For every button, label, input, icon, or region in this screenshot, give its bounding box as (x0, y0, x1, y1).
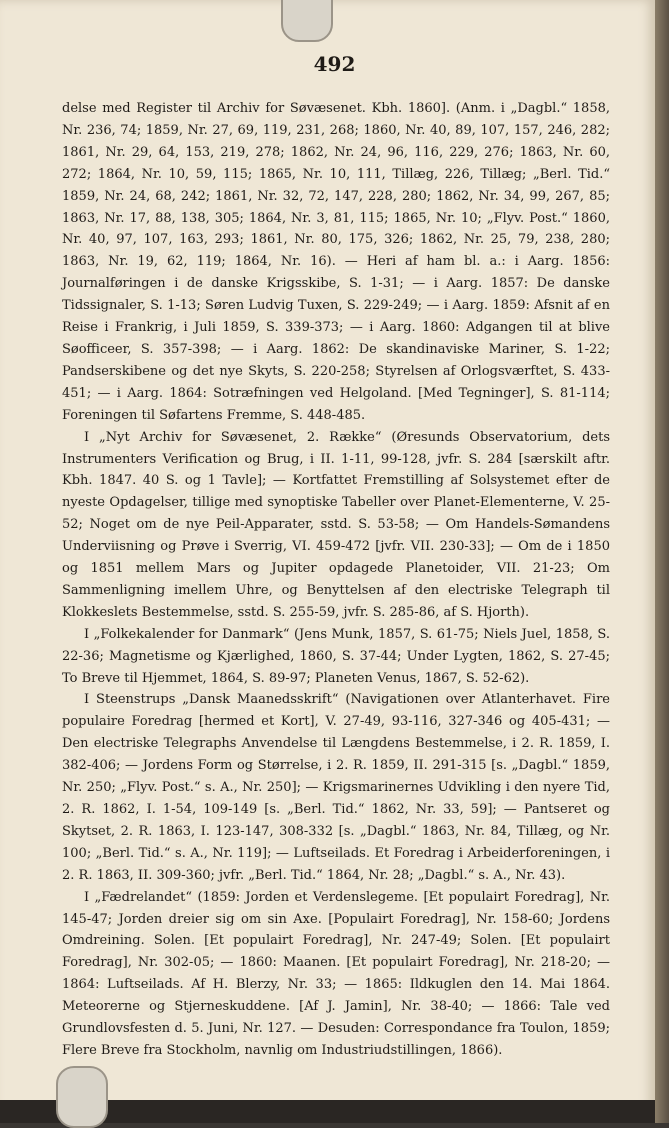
page-number: 492 (313, 52, 356, 76)
paragraph-maanedsskrift: I Steenstrups „Dansk Maanedsskrift“ (Navigationen over Atlanterhavet. Fire populaire Foredrag [hermed et Kort], V. 27-49, 93-116, 327-346 og 405-431; — Den electriske Telegraphs Anvendelse til Længdens Bestemmelse, i 2. R. 1859, I. 382-406; — Jordens Form og Størrelse, i 2. R. 1859, II. 291-315 [s. „Dagbl.“ 1859, Nr. 250; „Flyv. Post.“ s. A., Nr. 250]; — Krigsmarinernes Udvikling i den nyere Tid, 2. R. 1862, I. 1-54, 109-149 [s. „Berl. Tid.“ 1862, Nr. 33, 59]; — Pantseret og Skytset, 2. R. 1863, I. 123-147, 308-332 [s. „Dagbl.“ 1863, Nr. 84, Tillæg, og Nr. 100; „Berl. Tid.“ s. A., Nr. 119]; — Luftseilads. Et Foredrag i Arbeiderforeningen, i 2. R. 1863, II. 309-360; jvfr. „Berl. Tid.“ 1864, Nr. 28; „Dagbl.“ s. A., Nr. 43). (62, 692, 610, 883)
page-clip-top (281, 0, 333, 42)
page-clip-bottom (56, 1066, 108, 1128)
paragraph-nyt-archiv: I „Nyt Archiv for Søvæsenet, 2. Række“ (Øresunds Observatorium, dets Instrumenters Verification og Brug, i II. 1-11, 99-128, jvfr. S. 284 [særskilt aftr. Kbh. 1847. 40 S. og 1 Tavle]; — Kortfattet Fremstilling af Solsystemet efter de nyeste Opdagelser, tillige med synoptiske Tabeller over Planet-Elementerne, V. 25-52; Noget om de nye Peil-Apparater, sstd. S. 53-58; — Om Handels-Sømandens Underviisning og Prøve i Sverrig, VI. 459-472 [jvfr. VII. 230-33]; — Om de i 1850 og 1851 mellem Mars og Jupiter opdagede Planetoider, VII. 21-23; Om Sammenligning imellem Uhre, og Benyttelsen af den electriske Telegraph til Klokkeslets Bestemmelse, sstd. S. 255-59, jvfr. S. 285-86, af S. Hjorth). (62, 429, 610, 620)
adjacent-page-edge (655, 0, 669, 1123)
paragraph-folkekalender: I „Folkekalender for Danmark“ (Jens Munk, 1857, S. 61-75; Niels Juel, 1858, S. 22-36; Magnetisme og Kjærlighed, 1860, S. 37-44; Under Lygten, 1862, S. 27-45; To Breve til Hjemmet, 1864, S. 89-97; Planeten Venus, 1867, S. 52-62). (62, 626, 610, 686)
paragraph-faedrelandet: I „Fædrelandet“ (1859: Jorden et Verdenslegeme. [Et populairt Foredrag], Nr. 145-47; Jorden dreier sig om sin Axe. [Populairt Foredrag], Nr. 158-60; Jordens Omdreining. Solen. [Et populairt Foredrag], Nr. 247-49; Solen. [Et populairt Foredrag], Nr. 302-05; — 1860: Maanen. [Et populairt Foredrag], Nr. 218-20; — 1864: Luftseilads. Af H. Blerzy, Nr. 33; — 1865: Ildkuglen den 14. Mai 1864. Meteorerne og Stjerneskuddene. [Af J. Jamin], Nr. 38-40; — 1866: Tale ved Grundlovsfesten d. 5. Juni, Nr. 127. — Desuden: Correspondance fra Toulon, 1859; Flere Breve fra Stockholm, navnlig om Industriudstillingen, 1866). (62, 889, 610, 1058)
body-text (62, 98, 610, 1062)
paragraph-archiv: delse med Register til Archiv for Søvæsenet. Kbh. 1860]. (Anm. i „Dagbl.“ 1858, Nr. 236, 74; 1859, Nr. 27, 69, 119, 231, 268; 1860, Nr. 40, 89, 107, 157, 246, 282; 1861, Nr. 29, 64, 153, 219, 278; 1862, Nr. 24, 96, 116, 229, 276; 1863, Nr. 60, 272; 1864, Nr. 10, 59, 115; 1865, Nr. 10, 111, Tillæg, 226, Tillæg; „Berl. Tid.“ 1859, Nr. 24, 68, 242; 1861, Nr. 32, 72, 147, 228, 280; 1862, Nr. 34, 99, 267, 85; 1863, Nr. 17, 88, 138, 305; 1864, Nr. 3, 81, 115; 1865, Nr. 10; „Flyv. Post.“ 1860, Nr. 40, 97, 107, 163, 293; 1861, Nr. 80, 175, 326; 1862, Nr. 25, 79, 238, 280; 1863, Nr. 19, 62, 119; 1864, Nr. 16). — Heri af ham bl. a.: i Aarg. 1856: Journalføringen i de danske Krigsskibe, S. 1-31; — i Aarg. 1857: De danske Tidssignaler, S. 1-13; Søren Ludvig Tuxen, S. 229-249; — i Aarg. 1859: Afsnit af en Reise i Frankrig, i Juli 1859, S. 339-373; — i Aarg. 1860: Adgangen til at blive Søofficeer, S. 357-398; — i Aarg. 1862: De skandinaviske Mariner, S. 1-22; Pandserskibene og det nye Skyts, S. 220-258; Styrelsen af Orlogsværftet, S. 433-451; — i Aarg. 1864: Sotræfningen ved Helgoland. [Med Tegninger], S. 81-114; Foreningen til Søfartens Fremme, S. 448-485. (62, 101, 610, 423)
